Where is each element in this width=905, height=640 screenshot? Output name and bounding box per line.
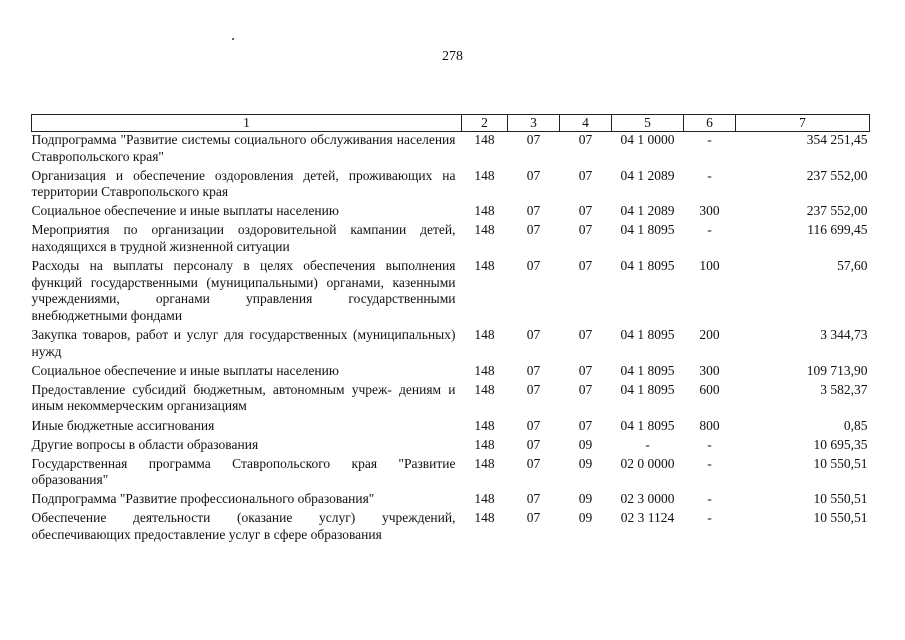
table-row: [32, 510, 870, 546]
row-name-cell: Подпрограмма "Развитие профессионального образования": [31, 491, 375, 507]
row-name-cell: Государственная программа Ставропольского края "Развитие образования": [31, 455, 456, 488]
table-row: [32, 203, 870, 222]
row-section-cell: 07: [526, 203, 541, 219]
table-row: [32, 168, 870, 204]
row-ved-cell: 148: [474, 417, 495, 433]
row-amount-cell: 354 251,45: [806, 132, 868, 147]
row-name-cell: Социальное обеспечение и иные выплаты населению: [31, 203, 339, 219]
row-ved-cell: 148: [474, 167, 495, 183]
table-header-row: [32, 115, 870, 132]
row-name-cell: Предоставление субсидий бюджетным, автономным учреж- дениям и иным некоммерческим организациям: [31, 381, 456, 414]
row-target-article-cell: 04 1 0000: [620, 132, 675, 147]
row-ved-cell: 148: [474, 381, 495, 397]
row-subsection-cell: 07: [578, 381, 593, 397]
table-row: [32, 382, 870, 418]
row-amount-cell: 109 713,90: [806, 362, 868, 378]
table-row: [32, 222, 870, 258]
row-amount-cell: 0,85: [843, 417, 868, 433]
row-amount-cell: 3 582,37: [820, 381, 868, 397]
row-subsection-cell: 07: [578, 417, 593, 433]
row-section-cell: 07: [526, 132, 541, 147]
row-name-cell: Мероприятия по организации оздоровительной кампании детей, находящихся в трудной жизненной ситуации: [31, 222, 456, 255]
row-name-cell: Подпрограмма "Развитие системы социального обслуживания населения Ставропольского края": [31, 132, 456, 164]
row-expense-type-cell: 600: [699, 381, 720, 397]
row-expense-type-cell: -: [707, 510, 712, 526]
row-subsection-cell: 07: [578, 222, 593, 238]
row-amount-cell: 57,60: [837, 258, 868, 274]
row-amount-cell: 10 695,35: [813, 436, 868, 452]
row-ved-cell: 148: [474, 258, 495, 274]
row-target-article-cell: 04 1 8095: [620, 222, 675, 238]
row-ved-cell: 148: [474, 491, 495, 507]
column-header-5: 5: [612, 115, 684, 132]
row-name-cell: Социальное обеспечение и иные выплаты населению: [31, 362, 339, 378]
row-target-article-cell: 04 1 8095: [620, 258, 675, 274]
row-subsection-cell: 09: [578, 436, 593, 452]
row-subsection-cell: 07: [578, 203, 593, 219]
table-row: [32, 437, 870, 456]
row-ved-cell: 148: [474, 510, 495, 526]
table-body: [32, 132, 870, 547]
row-name-cell: Обеспечение деятельности (оказание услуг) учреждений, обеспечивающих предоставление услуг в сфере образования: [31, 510, 456, 543]
row-section-cell: 07: [526, 222, 541, 238]
row-ved-cell: 148: [474, 362, 495, 378]
column-header-1: 1: [32, 115, 462, 132]
row-section-cell: 07: [526, 362, 541, 378]
row-target-article-cell: 04 1 8095: [620, 362, 675, 378]
table-row: [32, 491, 870, 510]
row-name-cell: Иные бюджетные ассигнования: [31, 417, 215, 433]
budget-table: [31, 114, 870, 546]
table-row: [32, 418, 870, 437]
row-subsection-cell: 09: [578, 510, 593, 526]
row-target-article-cell: 02 3 0000: [620, 491, 675, 507]
row-target-article-cell: 04 1 8095: [620, 381, 675, 397]
table-row: [32, 456, 870, 492]
row-expense-type-cell: 800: [699, 417, 720, 433]
row-name-cell: Организация и обеспечение оздоровления детей, проживающих на территории Ставропольского края: [31, 167, 456, 200]
row-name-cell: Расходы на выплаты персоналу в целях обеспечения выполнения функций государственными (муниципальными) органами, казенными учреждениями, органами управления государственными внебюджетными фондами: [31, 258, 456, 323]
row-section-cell: 07: [526, 167, 541, 183]
row-name-cell: Другие вопросы в области образования: [31, 436, 259, 452]
row-ved-cell: 148: [474, 222, 495, 238]
row-expense-type-cell: -: [707, 436, 712, 452]
row-amount-cell: 237 552,00: [806, 203, 868, 219]
row-ved-cell: 148: [474, 327, 495, 343]
row-target-article-cell: 04 1 2089: [620, 167, 675, 183]
row-section-cell: 07: [526, 417, 541, 433]
table-row: [32, 363, 870, 382]
row-section-cell: 07: [526, 491, 541, 507]
row-expense-type-cell: 200: [699, 327, 720, 343]
row-expense-type-cell: -: [707, 132, 712, 147]
column-header-7: 7: [736, 115, 870, 132]
row-expense-type-cell: -: [707, 222, 712, 238]
row-amount-cell: 3 344,73: [820, 327, 868, 343]
row-amount-cell: 10 550,51: [813, 510, 868, 526]
row-ved-cell: 148: [474, 203, 495, 219]
row-target-article-cell: 04 1 8095: [620, 327, 675, 343]
row-expense-type-cell: -: [707, 455, 712, 471]
row-name-cell: Закупка товаров, работ и услуг для государственных (муниципальных) нужд: [31, 327, 456, 359]
row-ved-cell: 148: [474, 455, 495, 471]
column-header-2: 2: [462, 115, 508, 132]
row-amount-cell: 116 699,45: [807, 222, 868, 238]
row-section-cell: 07: [526, 258, 541, 274]
row-target-article-cell: -: [645, 436, 650, 452]
row-section-cell: 07: [526, 327, 541, 343]
row-subsection-cell: 07: [578, 362, 593, 378]
table-row: [32, 258, 870, 327]
row-ved-cell: 148: [474, 132, 495, 147]
row-section-cell: 07: [526, 455, 541, 471]
row-subsection-cell: 07: [578, 327, 593, 343]
column-header-3: 3: [508, 115, 560, 132]
row-section-cell: 07: [526, 381, 541, 397]
row-section-cell: 07: [526, 510, 541, 526]
row-expense-type-cell: -: [707, 167, 712, 183]
row-target-article-cell: 02 3 1124: [620, 510, 675, 526]
row-ved-cell: 148: [474, 436, 495, 452]
row-expense-type-cell: 100: [699, 258, 720, 274]
row-section-cell: 07: [526, 436, 541, 452]
row-target-article-cell: 04 1 2089: [620, 203, 675, 219]
row-target-article-cell: 04 1 8095: [620, 417, 675, 433]
row-subsection-cell: 07: [578, 167, 593, 183]
page-number: 278: [442, 49, 463, 64]
column-header-6: 6: [684, 115, 736, 132]
row-expense-type-cell: -: [707, 491, 712, 507]
row-subsection-cell: 09: [578, 455, 593, 471]
row-expense-type-cell: 300: [699, 362, 720, 378]
row-amount-cell: 10 550,51: [813, 491, 868, 507]
table-row: [32, 327, 870, 363]
row-expense-type-cell: 300: [699, 203, 720, 219]
row-target-article-cell: 02 0 0000: [620, 455, 675, 471]
row-amount-cell: 237 552,00: [806, 167, 868, 183]
table-row: [32, 132, 870, 168]
row-subsection-cell: 07: [578, 258, 593, 274]
column-header-4: 4: [560, 115, 612, 132]
row-subsection-cell: 09: [578, 491, 593, 507]
row-subsection-cell: 07: [578, 132, 593, 147]
row-amount-cell: 10 550,51: [813, 455, 868, 471]
scan-speck: [232, 38, 234, 40]
